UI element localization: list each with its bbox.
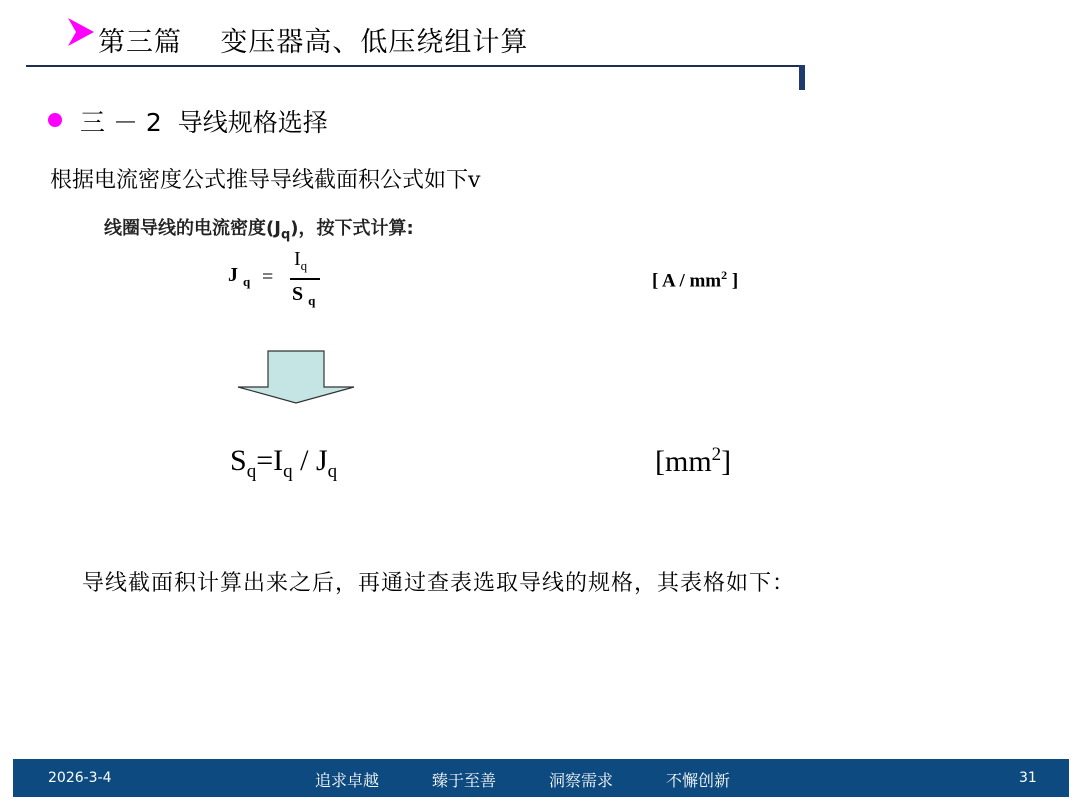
footer-date: 2026-3-4 — [48, 770, 112, 786]
fraction-line — [290, 278, 320, 280]
arrow-bullet-icon — [64, 16, 96, 48]
section-heading — [80, 103, 328, 139]
header-rule — [26, 65, 802, 67]
page-title: 第三篇 变压器高、低压绕组计算 — [98, 27, 529, 58]
section-title: 导线规格选择 — [177, 108, 328, 137]
formula1-unit: [ A / $mm^2$ ] — [652, 268, 739, 292]
formula1-lhs: J $_q$ — [228, 264, 251, 289]
formula-caption: 线圈导线的电流密度$(J_q)$，按下式计算: — [104, 218, 414, 243]
formula1-denominator: S $_q$ — [292, 283, 316, 308]
page-number: 31 — [1019, 770, 1037, 786]
footer-slogan: 洞察需求 — [549, 771, 614, 790]
footer-slogan: 追求卓越 — [315, 771, 380, 790]
formula2-unit: $[mm^2]$ — [655, 444, 732, 478]
formula1-equals: = — [262, 266, 274, 288]
down-arrow-icon — [236, 350, 356, 404]
bullet-dot-icon — [48, 113, 62, 127]
conclusion-text: 导线截面积计算出来之后，再通过查表选取导线的规格，其表格如下： — [82, 571, 796, 596]
footer-slogan: 不懈创新 — [666, 771, 731, 790]
section-number: 三 － 2 — [80, 108, 162, 137]
formula1-numerator: $I_q$ — [294, 248, 308, 273]
footer-bar — [13, 759, 1069, 797]
intro-text: 根据电流密度公式推导导线截面积公式如下v — [50, 168, 481, 193]
footer-slogan: 臻于至善 — [432, 771, 497, 790]
header-accent-bar — [799, 65, 805, 90]
formula2: $S_q=I_q / J_q$ — [230, 444, 338, 482]
